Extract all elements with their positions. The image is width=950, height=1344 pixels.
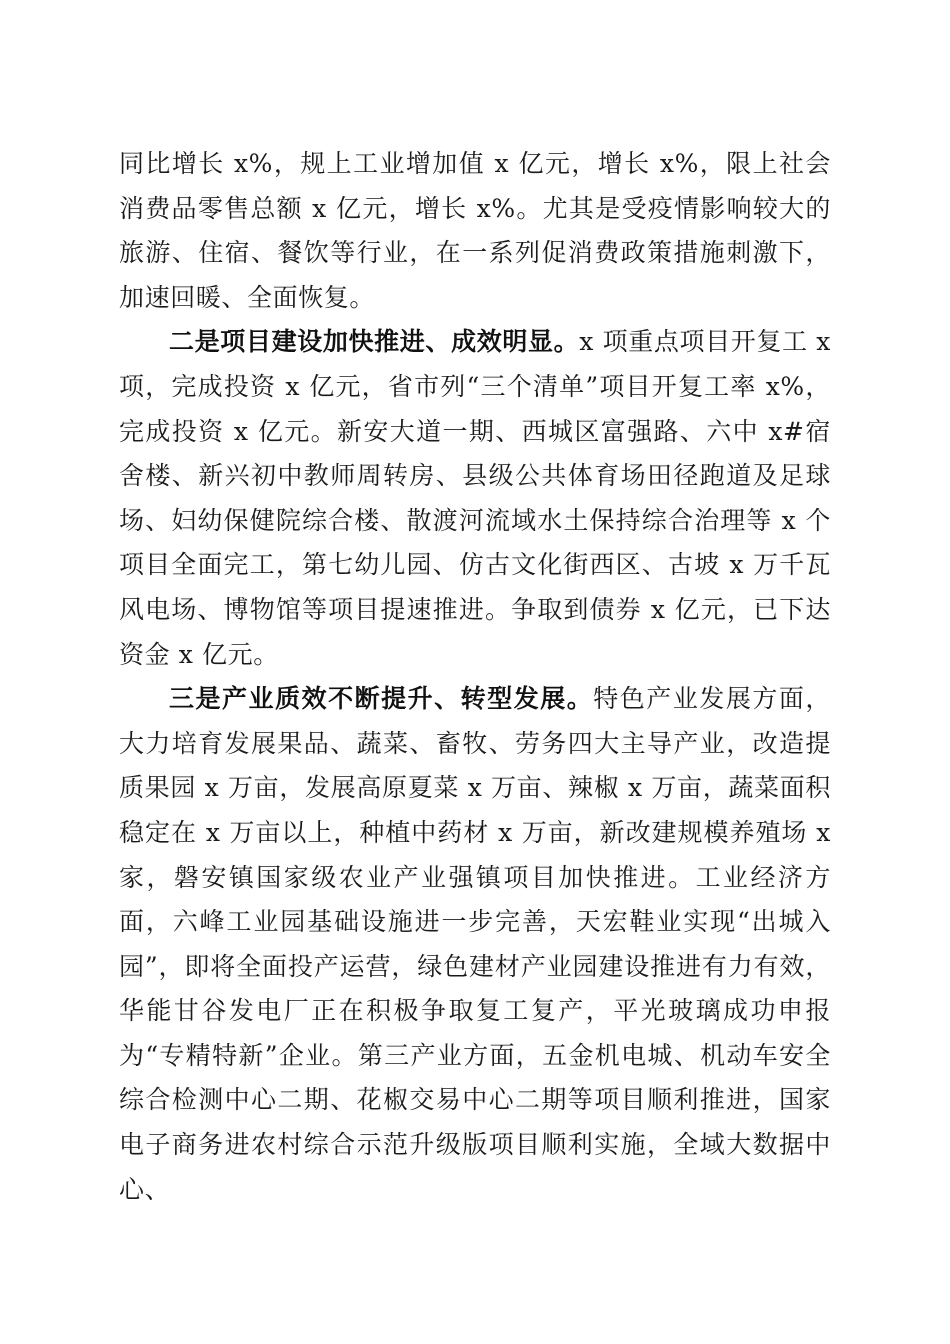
paragraph-text: x 项重点项目开复工 x 项，完成投资 x 亿元，省市列“三个清单”项目开复工率 x%，完成投资 x 亿元。新安大道一期、西城区富强路、六中 x#宿舍楼、新兴初中教师周转房、县级公共体育场田径跑道及足球场、妇幼保健院综合楼、散渡河流域水土保持综合治理等 x 个项目全面完工，第七幼儿园、仿古文化街西区、古坡 x 万千瓦风电场、博物馆等项目提速推进。争取到债券 x 亿元，已下达资金 x 亿元。 (119, 327, 831, 669)
paragraph-heading: 三是产业质效不断提升、转型发展。 (169, 684, 594, 714)
paragraph-heading: 二是项目建设加快推进、成效明显。 (169, 327, 580, 357)
paragraph-text: 特色产业发展方面，大力培育发展果品、蔬菜、畜牧、劳务四大主导产业，改造提质果园 x 万亩，发展高原夏菜 x 万亩、辣椒 x 万亩，蔬菜面积稳定在 x 万亩以上，种植中药材 x 万亩，新改建规模养殖场 x 家，磐安镇国家级农业产业强镇项目加快推进。工业经济方面，六峰工业园基础设施进一步完善，天宏鞋业实现“出城入园”，即将全面投产运营，绿色建材产业园建设推进有力有效，华能甘谷发电厂正在积极争取复工复产，平光玻璃成功申报为“专精特新”企业。第三产业方面，五金机电城、机动车安全综合检测中心二期、花椒交易中心二期等项目顺利推进，国家电子商务进农村综合示范升级版项目顺利实施，全域大数据中心、 (119, 684, 831, 1204)
paragraph-economy (119, 142, 831, 320)
paragraph-text: 同比增长 x%，规上工业增加值 x 亿元，增长 x%，限上社会消费品零售总额 x 亿元，增长 x%。尤其是受疫情影响较大的旅游、住宿、餐饮等行业，在一系列促消费政策措施刺激下，加速回暖、全面恢复。 (119, 149, 831, 312)
document-body (119, 142, 831, 1212)
paragraph-industry-quality (119, 677, 831, 1212)
paragraph-project-construction (119, 320, 831, 677)
